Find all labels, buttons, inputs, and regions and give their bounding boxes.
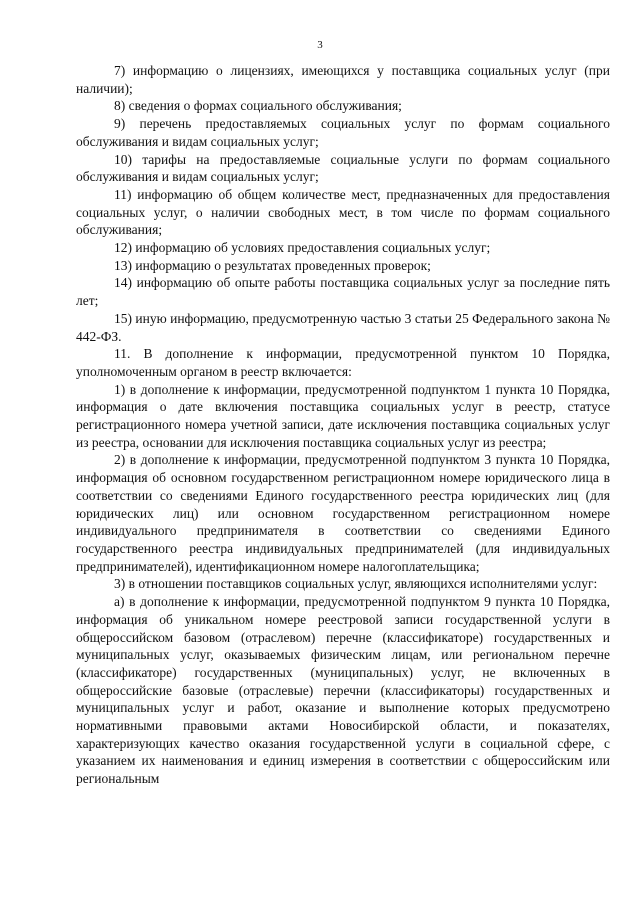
paragraph-section-11: 11. В дополнение к информации, предусмотренной пунктом 10 Порядка, уполномоченным органом в реестр включается:: [76, 346, 610, 379]
paragraph-item-14: 14) информацию об опыте работы поставщика социальных услуг за последние пять лет;: [76, 275, 610, 309]
paragraph-subitem-2: 2) в дополнение к информации, предусмотренной подпунктом 3 пункта 10 Порядка, информация об основном государственном регистрационном номере юридического лица в соответствии со сведениями Единого государственного реестра юридических лиц (для юридических лиц) или основном государственном регистрационном номере индивидуального предпринимателя в соответствии со сведениями Единого государственного реестра индивидуальных предпринимателей (для индивидуальных предпринимателей), идентификационном номере налогоплательщика;: [76, 452, 610, 574]
paragraph-subitem-1: 1) в дополнение к информации, предусмотренной подпунктом 1 пункта 10 Порядка, информация о дате включения поставщика социальных услуг в реестр, статусе регистрационного номера учетной записи, дате исключения поставщика социальных услуг из реестра, основании для исключения поставщика социальных услуг из реестра;: [76, 381, 610, 450]
paragraph-item-13: 13) информацию о результатах проведенных проверок;: [114, 257, 431, 273]
paragraph-item-9: 9) перечень предоставляемых социальных услуг по формам социального обслуживания и видам социальных услуг;: [76, 116, 610, 149]
paragraph-item-12: 12) информацию об условиях предоставления социальных услуг;: [114, 240, 491, 256]
paragraph-item-15: 15) иную информацию, предусмотренную частью 3 статьи 25 Федерального закона № 442-ФЗ.: [76, 310, 610, 344]
paragraph-subitem-3: 3) в отношении поставщиков социальных услуг, являющихся исполнителями услуг:: [114, 576, 598, 592]
paragraph-item-11: 11) информацию об общем количестве мест, предназначенных для предоставления социальных услуг, о наличии свободных мест, в том числе по формам социального обслуживания;: [76, 186, 610, 238]
document-body: [76, 62, 610, 788]
paragraph-item-10: 10) тарифы на предоставляемые социальные услуги по формам социального обслуживания и видам социальных услуг;: [76, 151, 610, 185]
paragraph-item-7: 7) информацию о лицензиях, имеющихся у поставщика социальных услуг (при наличии);: [76, 63, 610, 96]
paragraph-subitem-3a: а) в дополнение к информации, предусмотренной подпунктом 9 пункта 10 Порядка, информация об уникальном номере реестровой записи государственной услуги в общероссийском базовом (отраслевом) перечне (классификаторе) государственных и муниципальных услуг, оказываемых физическим лицам, или региональном перечне (классификаторе) государственных (муниципальных) услуг, не включенных в общероссийские базовые (отраслевые) перечни (классификаторы) государственных и муниципальных услуг и работ, оказание и выполнение которых предусмотрено нормативными правовыми актами Новосибирской области, и показателях, характеризующих качество оказания государственной услуги в социальной сфере, с указанием их наименования и единиц измерения в соответствии с общероссийским или региональным: [76, 594, 610, 787]
page-number: 3: [317, 39, 323, 51]
paragraph-item-8: 8) сведения о формах социального обслуживания;: [114, 98, 402, 114]
